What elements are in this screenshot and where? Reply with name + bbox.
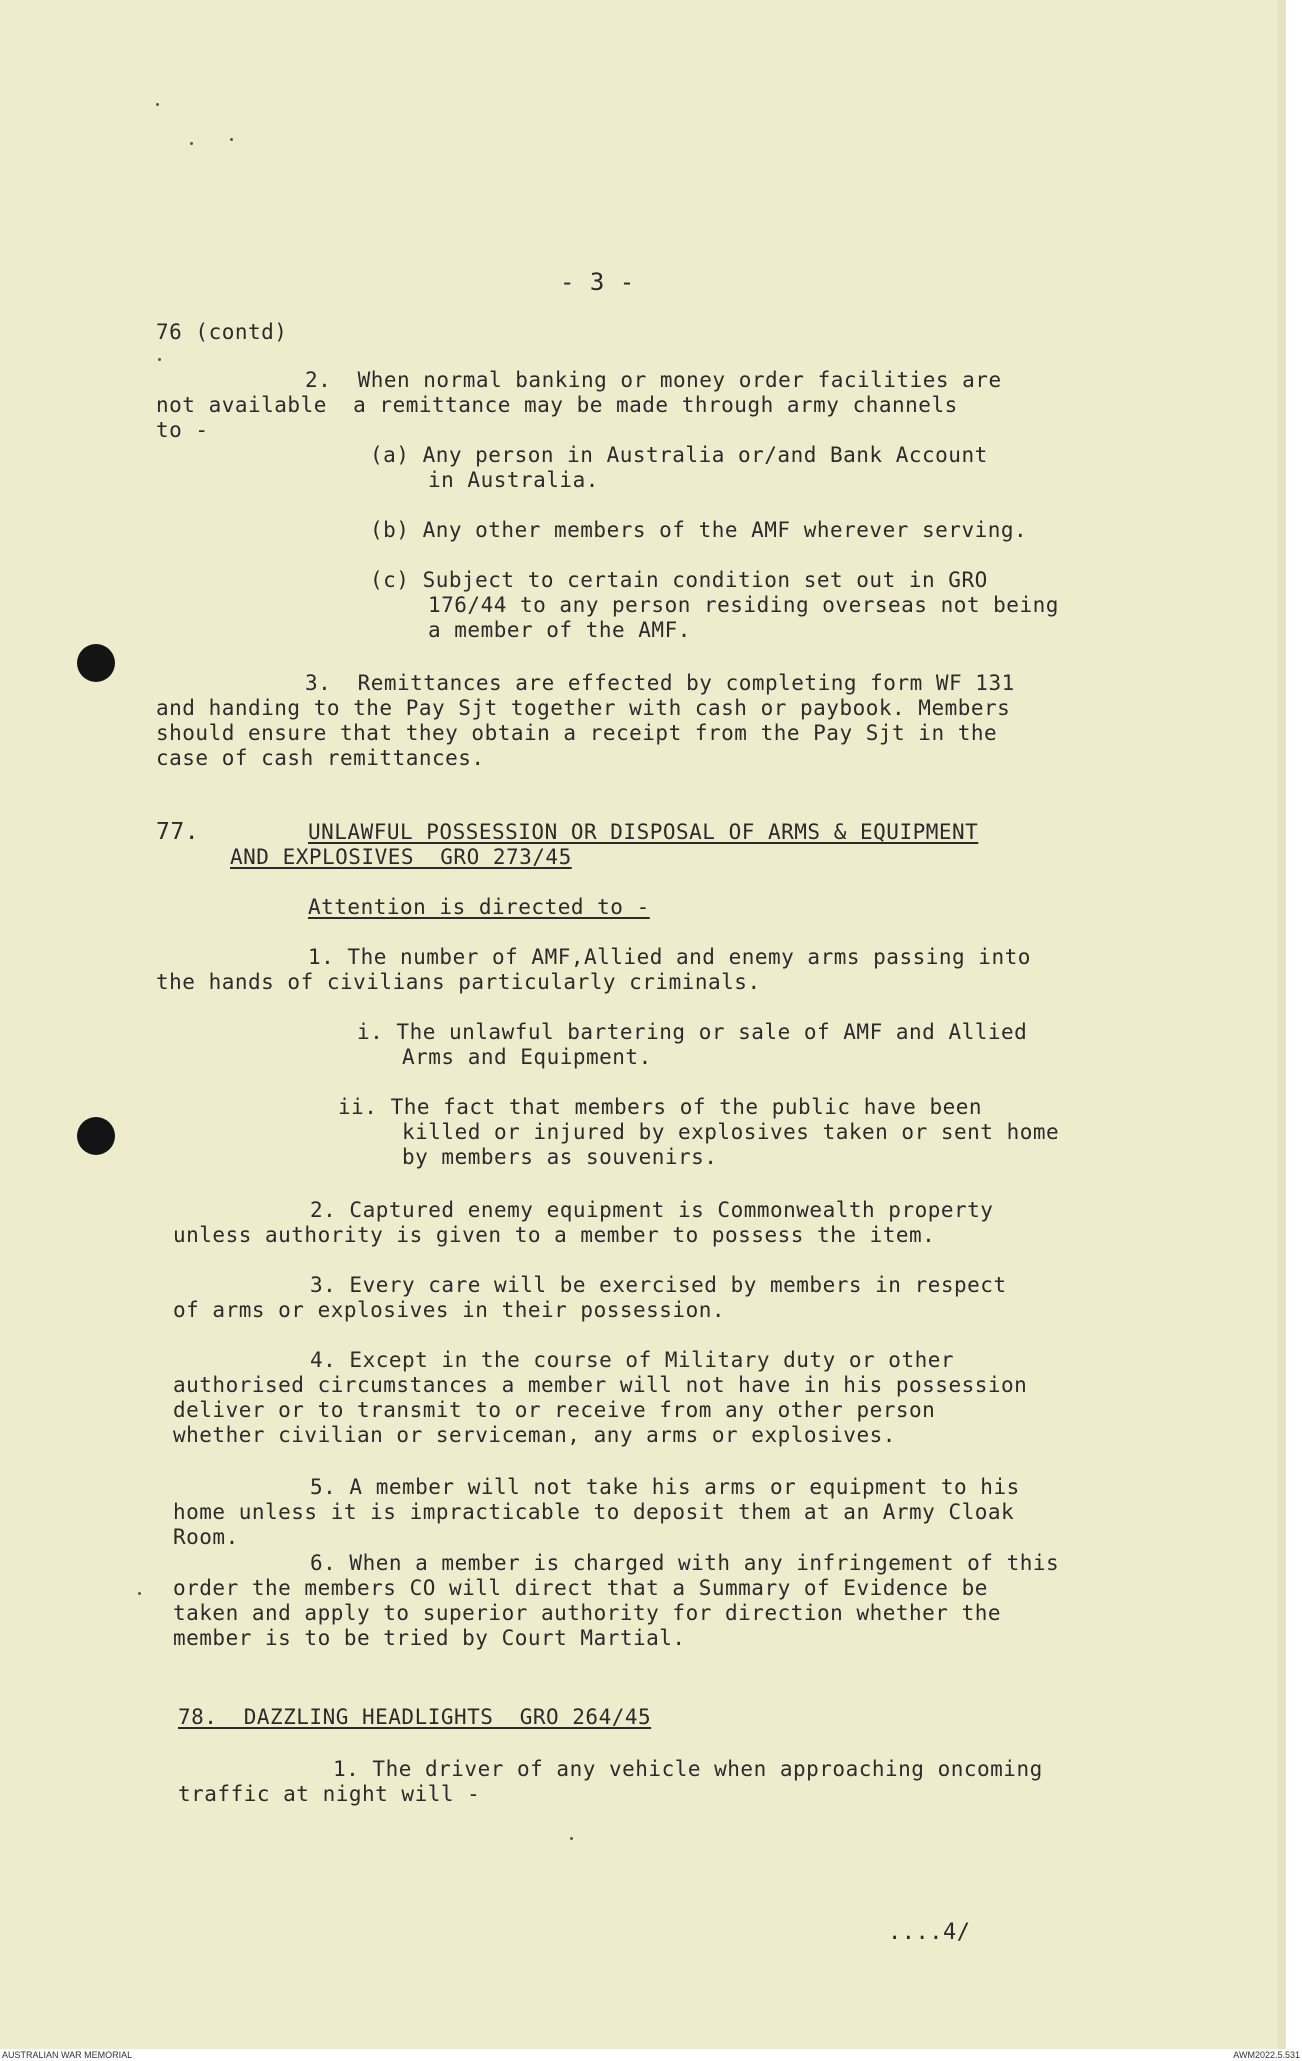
s77-p5-line3: Room.: [173, 1525, 239, 1549]
s76-item-c-line2: 176/44 to any person residing overseas not being: [428, 593, 1059, 617]
ink-speck: [190, 142, 193, 145]
s77-attention: Attention is directed to -: [308, 895, 650, 919]
s76-p3-line2: and handing to the Pay Sjt together with cash or paybook. Members: [156, 696, 1011, 720]
s76-p2-line3: to -: [156, 418, 209, 442]
section-78-heading: 78. DAZZLING HEADLIGHTS GRO 264/45: [178, 1705, 652, 1729]
s77-item-i-line1: i. The unlawful bartering or sale of AMF and Allied: [357, 1020, 1028, 1044]
s77-item-ii-line2: killed or injured by explosives taken or sent home: [402, 1120, 1060, 1144]
s77-p3-line2: of arms or explosives in their possession.: [173, 1298, 726, 1322]
section-77-number: 77.: [156, 819, 200, 845]
s77-p1-line2: the hands of civilians particularly criminals.: [156, 970, 761, 994]
s76-p3-line4: case of cash remittances.: [156, 746, 485, 770]
ink-speck: [158, 358, 161, 361]
s77-p2-line1: 2. Captured enemy equipment is Commonwealth property: [310, 1198, 994, 1222]
s78-p1-line2: traffic at night will -: [178, 1782, 481, 1806]
s76-item-a-line2: in Australia.: [428, 468, 599, 492]
s77-p2-line2: unless authority is given to a member to possess the item.: [173, 1223, 936, 1247]
s77-p4-line3: deliver or to transmit to or receive from any other person: [173, 1398, 936, 1422]
s76-item-b: (b) Any other members of the AMF wherever serving.: [370, 518, 1028, 542]
s77-item-ii-line1: ii. The fact that members of the public have been: [338, 1095, 983, 1119]
s76-item-c-line1: (c) Subject to certain condition set out in GRO: [370, 568, 988, 592]
ink-speck: [570, 1837, 573, 1840]
ink-speck: [230, 138, 233, 141]
s77-p6-line1: 6. When a member is charged with any infringement of this: [310, 1551, 1060, 1575]
footer-bar: [0, 2049, 1302, 2061]
ink-speck: [138, 1592, 141, 1595]
s76-p2-line1: 2. When normal banking or money order facilities are: [305, 368, 1002, 392]
section-77-title-line1: UNLAWFUL POSSESSION OR DISPOSAL OF ARMS & EQUIPMENT: [308, 820, 979, 844]
s76-item-a-line1: (a) Any person in Australia or/and Bank Account: [370, 443, 988, 467]
s77-p5-line2: home unless it is impracticable to deposit them at an Army Cloak: [173, 1500, 1015, 1524]
footer-institution: AUSTRALIAN WAR MEMORIAL: [2, 2050, 133, 2060]
footer-item-id: AWM2022.5.531: [1233, 2050, 1300, 2060]
s76-p3-line1: 3. Remittances are effected by completing form WF 131: [305, 671, 1015, 695]
continuation-marker: ....4/: [888, 1920, 971, 1945]
s77-p5-line1: 5. A member will not take his arms or equipment to his: [310, 1475, 1020, 1499]
punch-hole-upper: [77, 644, 115, 682]
s77-p6-line3: taken and apply to superior authority for direction whether the: [173, 1601, 1002, 1625]
page-number: - 3 -: [560, 268, 635, 296]
s77-p3-line1: 3. Every care will be exercised by members in respect: [310, 1273, 1007, 1297]
page-edge: [1278, 0, 1286, 2049]
s76-p2-line2: not available a remittance may be made through army channels: [156, 393, 958, 417]
section-77-title-line2: AND EXPLOSIVES GRO 273/45: [230, 845, 572, 869]
s77-item-ii-line3: by members as souvenirs.: [402, 1145, 718, 1169]
ink-speck: [156, 103, 159, 106]
s77-p4-line1: 4. Except in the course of Military duty or other: [310, 1348, 955, 1372]
s77-p1-line1: 1. The number of AMF,Allied and enemy arms passing into: [308, 945, 1031, 969]
s78-p1-line1: 1. The driver of any vehicle when approaching oncoming: [333, 1757, 1043, 1781]
s77-p6-line2: order the members CO will direct that a Summary of Evidence be: [173, 1576, 988, 1600]
punch-hole-lower: [77, 1117, 115, 1155]
s77-item-i-line2: Arms and Equipment.: [402, 1045, 652, 1069]
s76-item-c-line3: a member of the AMF.: [428, 618, 691, 642]
section-76-heading: 76 (contd): [156, 320, 288, 344]
s77-p4-line4: whether civilian or serviceman, any arms or explosives.: [173, 1423, 896, 1447]
s76-p3-line3: should ensure that they obtain a receipt from the Pay Sjt in the: [156, 721, 998, 745]
s77-p4-line2: authorised circumstances a member will not have in his possession: [173, 1373, 1028, 1397]
s77-p6-line4: member is to be tried by Court Martial.: [173, 1626, 686, 1650]
